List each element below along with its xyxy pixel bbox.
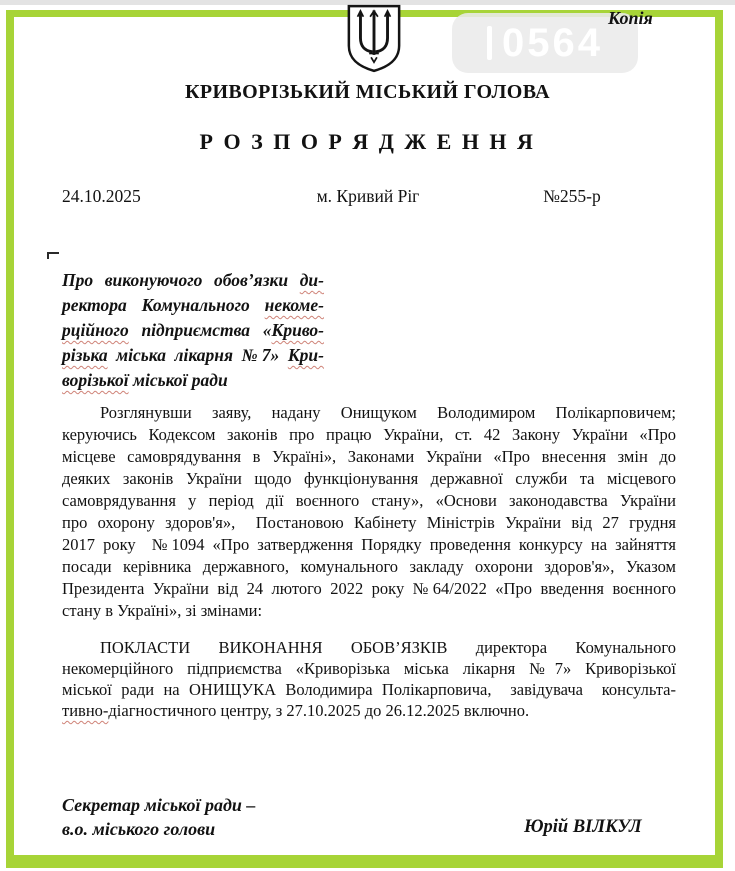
spellcheck-underlined-text: Кри- bbox=[287, 345, 324, 365]
spellcheck-underlined-text: ворізької bbox=[62, 370, 129, 390]
corner-mark bbox=[47, 252, 59, 259]
signature-role-line2: в.о. міського голови bbox=[62, 819, 216, 839]
watermark-bar bbox=[487, 26, 492, 60]
text-line: ворізької міської ради bbox=[62, 370, 228, 390]
subject-block bbox=[62, 268, 324, 393]
document-type-title: Р О З П О Р Я Д Ж Е Н Н Я bbox=[199, 129, 536, 154]
trident-emblem bbox=[345, 3, 403, 73]
issue-place: м. Кривий Ріг bbox=[316, 186, 420, 206]
text-line: про охорону здоров'я», Постановою Кабінету Міністрів України від 27 грудня bbox=[62, 513, 676, 532]
spellcheck-underlined-text: Криво- bbox=[271, 320, 324, 340]
text-line: самоврядування у період дії воєнного стану», «Основи законодавства України bbox=[62, 491, 676, 510]
meta-row bbox=[62, 186, 674, 207]
authority-title: КРИВОРІЗЬКИЙ МІСЬКИЙ ГОЛОВА bbox=[184, 81, 551, 103]
text-line: ректора Комунального некоме- bbox=[62, 295, 324, 315]
issue-date: 24.10.2025 bbox=[62, 186, 141, 206]
spellcheck-underlined-text: ди- bbox=[299, 270, 324, 290]
text-line: стану в Україні», зі змінами: bbox=[62, 601, 263, 620]
spellcheck-underlined-text: рційного bbox=[62, 320, 129, 340]
body-paragraph-preamble bbox=[62, 402, 676, 622]
spellcheck-underlined-text: тивно- bbox=[62, 701, 109, 720]
signature-role bbox=[62, 793, 255, 841]
text-line: різька міська лікарня №7» Кри- bbox=[62, 345, 324, 365]
text-line: Про виконуючого обов’язки ди- bbox=[62, 270, 324, 290]
text-line: деяких законів України щодо функціонування державної служби та місцевого bbox=[62, 469, 676, 488]
signature-role-line1: Секретар міської ради – bbox=[62, 795, 256, 815]
text-line: 2017 року №1094 «Про затвердження Порядку проведення конкурсу на зайняття bbox=[62, 535, 676, 554]
text-line: Президента України від 24 лютого 2022 року №64/2022 «Про введення воєнного bbox=[62, 579, 676, 598]
watermark-text: 0564 bbox=[502, 20, 603, 65]
text-line: тивно-діагностичного центру, з 27.10.2025 до 26.12.2025 включно. bbox=[62, 701, 530, 720]
text-line: некомерційного підприємства «Криворізька міська лікарня №7» Криворізької bbox=[62, 659, 676, 678]
text-line: міської ради на ОНИЩУКА Володимира Полікарповича, завідувача консульта- bbox=[62, 680, 676, 699]
text-line: рційного підприємства «Криво- bbox=[62, 320, 324, 340]
text-line: місцеве самоврядування в Україні», Законами України «Про внесення змін до bbox=[62, 447, 676, 466]
copy-label: Копія bbox=[608, 8, 653, 28]
text-line: ПОКЛАСТИ ВИКОНАННЯ ОБОВ’ЯЗКІВ директора Комунального bbox=[100, 638, 676, 657]
text-line: Розглянувши заяву, надану Онищуком Володимиром Полікарповичем; bbox=[100, 403, 676, 422]
text-line: керуючись Кодексом законів про працю України, ст. 42 Закону України «Про bbox=[62, 425, 676, 444]
document-number: №255-р bbox=[543, 186, 601, 206]
spellcheck-underlined-text: некоме- bbox=[264, 295, 324, 315]
text-line: посади керівника державного, комунального закладу охорони здоров'я», Указом bbox=[62, 557, 676, 576]
signature-name: Юрій ВІЛКУЛ bbox=[524, 817, 642, 837]
spellcheck-underlined-text: різька bbox=[62, 345, 108, 365]
body-paragraph-resolution bbox=[62, 637, 676, 721]
